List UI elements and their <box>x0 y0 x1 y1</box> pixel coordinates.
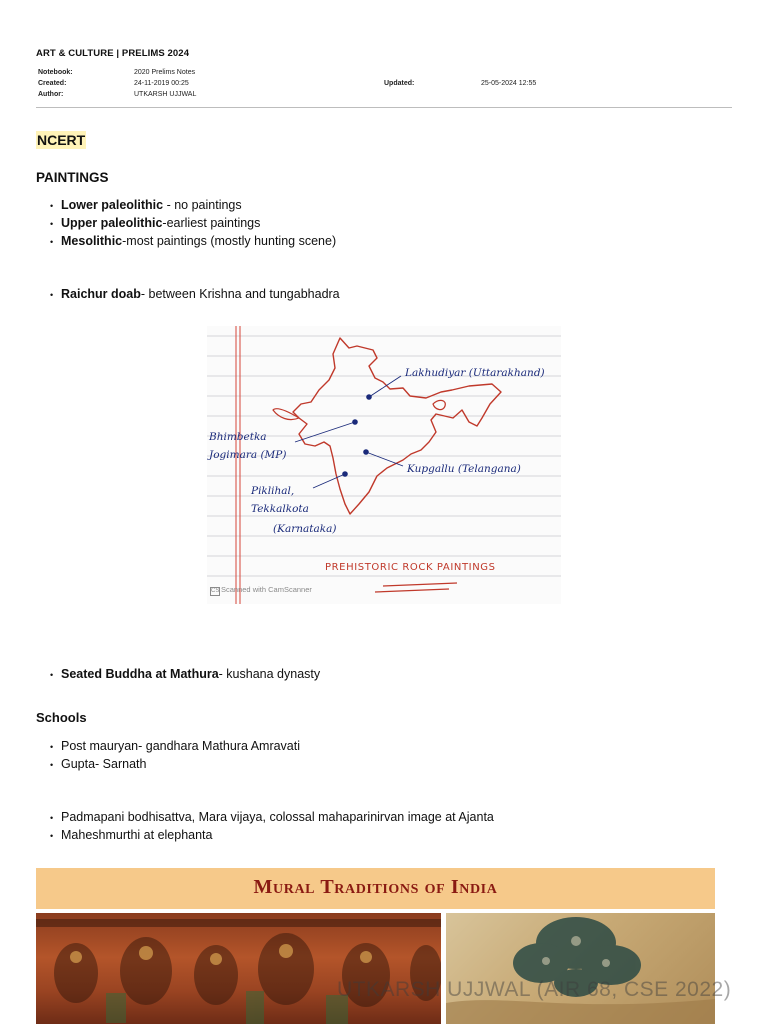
list-item-bold: Upper paleolithic <box>61 216 163 231</box>
list-item-text: -most paintings (mostly hunting scene) <box>122 234 337 249</box>
label-kupgallu: Kupgallu (Telangana) <box>407 463 521 475</box>
list-item-text: - kushana dynasty <box>218 667 321 681</box>
list-item-bold: Lower paleolithic <box>61 198 164 212</box>
paintings-heading: PAINTINGS <box>36 170 109 185</box>
list-item <box>50 196 336 214</box>
sketch-drawing <box>207 326 561 604</box>
india-map-outline <box>293 338 501 514</box>
camscanner-logo: CS <box>211 588 220 594</box>
label-jogimara: Jogimara (MP) <box>209 449 287 461</box>
ajanta-list <box>50 808 494 844</box>
rock-paintings-map-sketch <box>207 326 561 604</box>
note-metadata <box>38 69 732 102</box>
camscanner-mark <box>210 585 312 596</box>
paintings-list <box>50 196 336 251</box>
author-watermark: UTKARSH UJJWAL (AIR 68, CSE 2022) <box>337 978 732 1001</box>
schools-heading: Schools <box>36 710 87 725</box>
mural-painting-left <box>36 913 441 1024</box>
buddha-list <box>50 665 320 683</box>
document-title: ART & CULTURE | PRELIMS 2024 <box>36 48 190 59</box>
author-value: UTKARSH UJJWAL <box>134 91 197 98</box>
list-item: • Gupta- Sarnath <box>50 755 300 773</box>
label-bhimbetka: Bhimbetka <box>209 431 267 443</box>
site-markers <box>342 394 372 477</box>
pointer-lines <box>295 376 403 488</box>
label-tekkalkota: Tekkalkota <box>251 503 309 515</box>
updated-label: Updated: <box>384 80 415 87</box>
header-divider <box>36 107 732 108</box>
sketch-caption: PREHISTORIC ROCK PAINTINGS <box>325 562 496 573</box>
metadata-row-created <box>38 80 732 91</box>
label-lakhudiyar: Lakhudiyar (Uttarakhand) <box>405 367 545 379</box>
list-item-bold: Raichur doab <box>61 287 141 301</box>
list-item-text: - between Krishna and tungabhadra <box>140 287 340 301</box>
list-item-text: - no paintings <box>163 198 242 212</box>
list-item-text: -earliest paintings <box>162 216 261 231</box>
list-item <box>50 232 336 250</box>
camscanner-text: Scanned with CamScanner <box>221 585 312 594</box>
author-label: Author: <box>38 91 64 98</box>
caption-underline <box>383 583 457 586</box>
mural-right-art <box>446 913 715 1024</box>
list-item <box>50 214 336 232</box>
list-item-bold: Mesolithic <box>61 234 123 249</box>
mural-painting-right <box>446 913 715 1024</box>
label-karnataka: (Karnataka) <box>273 523 337 535</box>
caption-underline <box>375 589 449 592</box>
highlighted-heading: NCERT <box>37 132 86 148</box>
notebook-value: 2020 Prelims Notes <box>134 69 196 76</box>
map-northeast-loop <box>433 400 445 409</box>
metadata-row-author <box>38 91 732 102</box>
list-item: • Padmapani bodhisattva, Mara vijaya, colossal mahaparinirvan image at Ajanta <box>50 808 494 826</box>
label-piklihal: Piklihal, <box>251 485 295 497</box>
list-item-bold: Seated Buddha at Mathura <box>61 667 219 681</box>
raichur-list <box>50 285 340 303</box>
list-item: • Post mauryan- gandhara Mathura Amravati <box>50 737 300 755</box>
notebook-label: Notebook: <box>38 69 73 76</box>
list-item: • Maheshmurthi at elephanta <box>50 826 494 844</box>
list-item <box>50 665 320 683</box>
mural-title: Mural Traditions of India <box>253 876 498 898</box>
schools-list <box>50 737 300 773</box>
mural-left-art <box>36 913 441 1024</box>
list-item <box>50 285 340 303</box>
metadata-row-notebook <box>38 69 732 80</box>
created-label: Created: <box>38 80 67 87</box>
created-value: 24-11-2019 00:25 <box>134 80 189 87</box>
updated-value: 25-05-2024 12:55 <box>481 80 537 87</box>
